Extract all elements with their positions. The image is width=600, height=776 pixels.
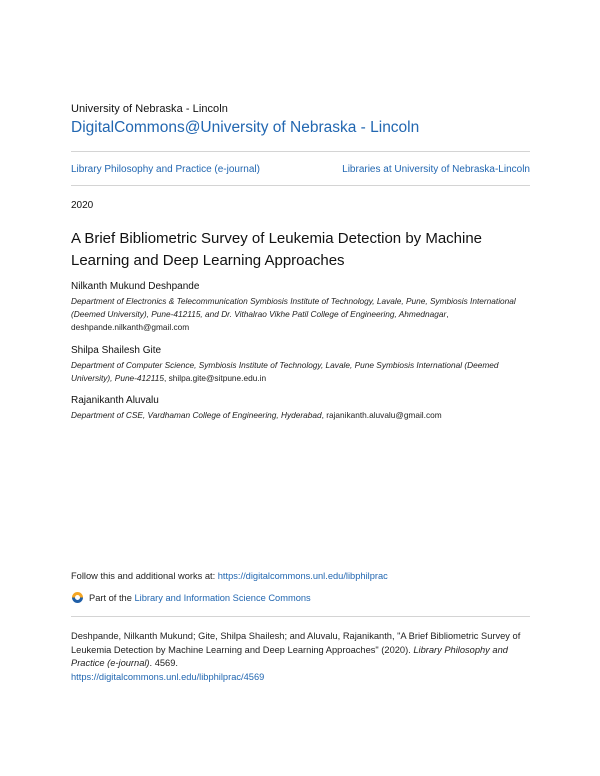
paper-title: A Brief Bibliometric Survey of Leukemia Detection by Machine Learning and Deep Learning Approaches [71,230,483,269]
publication-year: 2020 [71,200,94,211]
journal-link[interactable]: Library Philosophy and Practice (e-journal) [71,164,260,175]
affiliation-text: Department of CSE, Vardhaman College of Engineering, Hyderabad [71,410,322,420]
author-entry [71,281,536,334]
author-name: Shilpa Shailesh Gite [71,345,162,356]
institution-name: University of Nebraska - Lincoln [71,103,228,115]
author-name: Nilkanth Mukund Deshpande [71,281,200,292]
citation-number: . 4569. [149,658,178,668]
author-email: , deshpande.nilkanth@gmail.com [71,309,449,332]
author-entry [71,395,536,422]
author-name: Rajanikanth Aluvalu [71,395,159,406]
part-of-line [71,591,311,604]
follow-line [71,571,388,581]
affiliation-text: Department of Computer Science, Symbiosis Institute of Technology, Lavale, Pune Symbiosis International (Deemed University), Pune-412115 [71,360,499,383]
author-email: , rajanikanth.aluvalu@gmail.com [321,410,442,420]
commons-link[interactable]: Library and Information Science Commons [134,592,311,603]
author-entry [71,345,536,385]
divider [71,185,530,186]
author-affiliation [71,409,536,422]
follow-url-link[interactable]: https://digitalcommons.unl.edu/libphilprac [217,571,388,581]
follow-text: Follow this and additional works at: [71,571,218,581]
libraries-link[interactable]: Libraries at University of Nebraska-Lincoln [342,164,530,175]
author-affiliation [71,359,536,385]
bepress-commons-icon [71,591,84,604]
divider [71,616,530,617]
part-of-prefix: Part of the [89,592,132,603]
author-affiliation [71,295,536,334]
divider [71,151,530,152]
citation-block [71,630,531,684]
citation-url-link[interactable]: https://digitalcommons.unl.edu/libphilprac/4569 [71,671,265,682]
repository-link[interactable]: DigitalCommons@University of Nebraska - Lincoln [71,119,420,136]
author-email: , shilpa.gite@sitpune.edu.in [164,373,267,383]
citation-text: Deshpande, Nilkanth Mukund; Gite, Shilpa Shailesh; and Aluvalu, Rajanikanth, "A Brief Bibliometric Survey of Leukemia Detection by Machine Learning and Deep Learning Approaches" (2020). [71,631,521,655]
citation-journal: Library Philosophy and Practice (e-journal) [71,644,508,668]
affiliation-text: Department of Electronics & Telecommunication Symbiosis Institute of Technology, Lavale, Pune, Symbiosis International (Deemed University), Pune-412115, and Dr. Vithalrao Vikhe Patil College of Engineering, Ahmednagar [71,296,516,319]
